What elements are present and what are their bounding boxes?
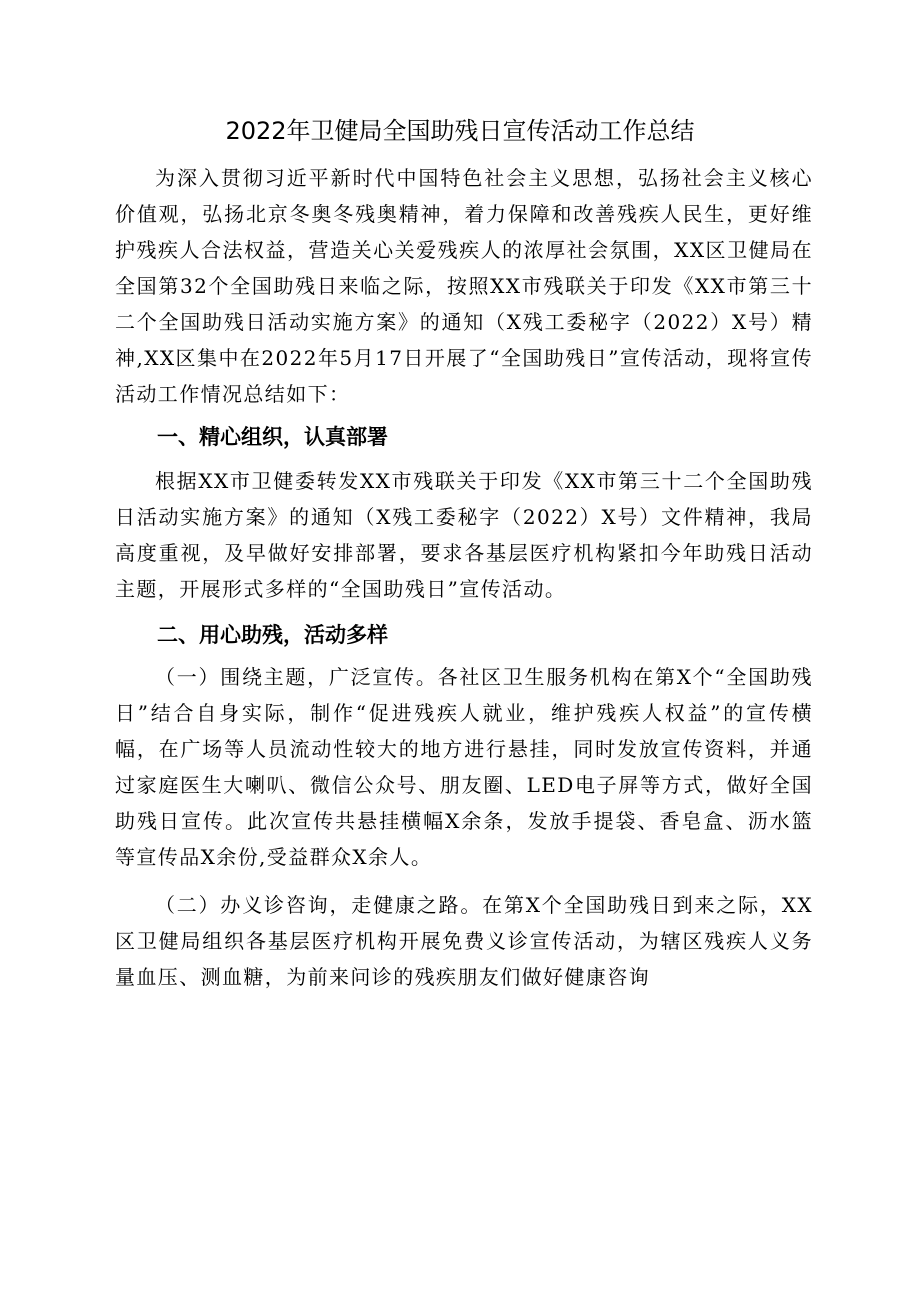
section-2-item-2-paragraph: （二）办义诊咨询，走健康之路。在第X个全国助残日到来之际，XX区卫健局组织各基层医疗机构开展免费义诊宣传活动，为辖区残疾人义务量血压、测血糖，为前来问诊的残疾朋友们做好健康咨询 [115, 893, 813, 989]
section-2-heading: 二、用心助残，活动多样 [157, 623, 388, 647]
section-2-item-1-paragraph: （一）围绕主题，广泛宣传。各社区卫生服务机构在第X个“全国助残日”结合自身实际，制作“促进残疾人就业，维护残疾人权益”的宣传横幅，在广场等人员流动性较大的地方进行悬挂，同时发放宣传资料，并通过家庭医生大喇叭、微信公众号、朋友圈、LED电子屏等方式，做好全国助残日宣传。此次宣传共悬挂横幅X余条，发放手提袋、香皂盒、沥水篮等宣传品X余份,受益群众X余人。 [115, 665, 813, 869]
document-body [115, 160, 813, 995]
section-1-paragraph: 根据XX市卫健委转发XX市残联关于印发《XX市第三十二个全国助残日活动实施方案》的通知（X残工委秘字（2022）X号）文件精神，我局高度重视，及早做好安排部署，要求各基层医疗机构紧扣今年助残日活动主题，开展形式多样的“全国助残日”宣传活动。 [115, 469, 813, 601]
document-title: 2022年卫健局全国助残日宣传活动工作总结 [225, 117, 695, 145]
section-1-heading: 一、精心组织，认真部署 [157, 425, 388, 449]
intro-paragraph: 为深入贯彻习近平新时代中国特色社会主义思想，弘扬社会主义核心价值观，弘扬北京冬奥冬残奥精神，着力保障和改善残疾人民生，更好维护残疾人合法权益，营造关心关爱残疾人的浓厚社会氛围，XX区卫健局在全国第32个全国助残日来临之际，按照XX市残联关于印发《XX市第三十二个全国助残日活动实施方案》的通知（X残工委秘字（2022）X号）精神,XX区集中在2022年5月17日开展了“全国助残日”宣传活动，现将宣传活动工作情况总结如下： [115, 166, 813, 406]
